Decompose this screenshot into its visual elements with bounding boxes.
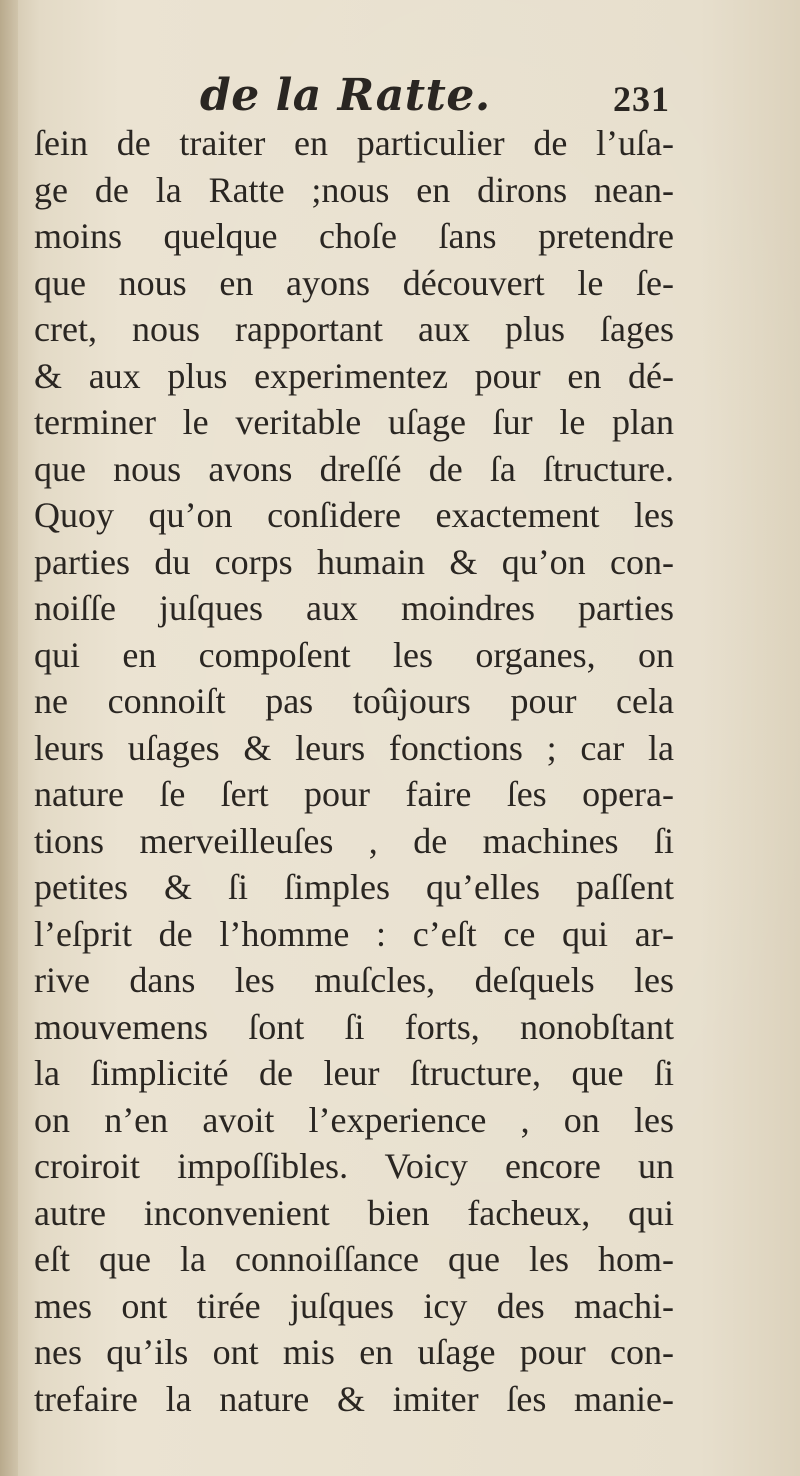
text-line: terminer le veritable uſage ſur le plan bbox=[34, 402, 674, 442]
text-line: rive dans les muſcles, deſquels les bbox=[34, 960, 674, 1000]
text-line: on n’en avoit l’experience , on les bbox=[34, 1099, 674, 1140]
text-line: cret, nous rapportant aux plus ſages bbox=[34, 309, 674, 349]
text-line: ge de la Ratte ;nous en dirons nean- bbox=[34, 169, 674, 210]
text-line: Quoy qu’on conſidere exactement les bbox=[34, 495, 674, 535]
text-line: trefaire la nature & imiter ſes manie- bbox=[34, 1378, 674, 1419]
text-line: & aux plus experimentez pour en dé- bbox=[34, 355, 674, 396]
text-line: nes qu’ils ont mis en uſage pour con- bbox=[34, 1332, 674, 1372]
text-line: moins quelque choſe ſans pretendre bbox=[34, 216, 674, 256]
text-line: croiroit impoſſibles. Voicy encore un bbox=[34, 1146, 674, 1186]
text-line: mes ont tirée juſques icy des machi- bbox=[34, 1285, 674, 1326]
text-line: nature ſe ſert pour faire ſes opera- bbox=[34, 774, 674, 814]
text-line: que nous avons dreſſé de ſa ſtructure. bbox=[34, 448, 674, 489]
text-line: que nous en ayons découvert le ſe- bbox=[34, 262, 674, 303]
text-line: l’eſprit de l’homme : c’eſt ce qui ar- bbox=[34, 913, 674, 954]
text-line: leurs uſages & leurs fonctions ; car la bbox=[34, 727, 674, 768]
body-text bbox=[34, 120, 674, 1422]
running-head: de la Ratte. bbox=[200, 70, 491, 121]
text-line: parties du corps humain & qu’on con- bbox=[34, 541, 674, 582]
page-gutter-shadow bbox=[0, 0, 18, 1476]
page-number: 231 bbox=[613, 79, 670, 119]
text-line: la ſimplicité de leur ſtructure, que ſi bbox=[34, 1053, 674, 1093]
text-line: mouvemens ſont ſi forts, nonobſtant bbox=[34, 1006, 674, 1047]
text-line: ſein de traiter en particulier de l’uſa- bbox=[34, 123, 674, 163]
text-line: qui en compoſent les organes, on bbox=[34, 634, 674, 675]
text-line: ne connoiſt pas toûjours pour cela bbox=[34, 681, 674, 721]
text-line: petites & ſi ſimples qu’elles paſſent bbox=[34, 867, 674, 907]
text-line: autre inconvenient bien facheux, qui bbox=[34, 1192, 674, 1233]
text-line: noiſſe juſques aux moindres parties bbox=[34, 588, 674, 628]
text-line: eſt que la connoiſſance que les hom- bbox=[34, 1239, 674, 1279]
text-line: tions merveilleuſes , de machines ſi bbox=[34, 820, 674, 861]
